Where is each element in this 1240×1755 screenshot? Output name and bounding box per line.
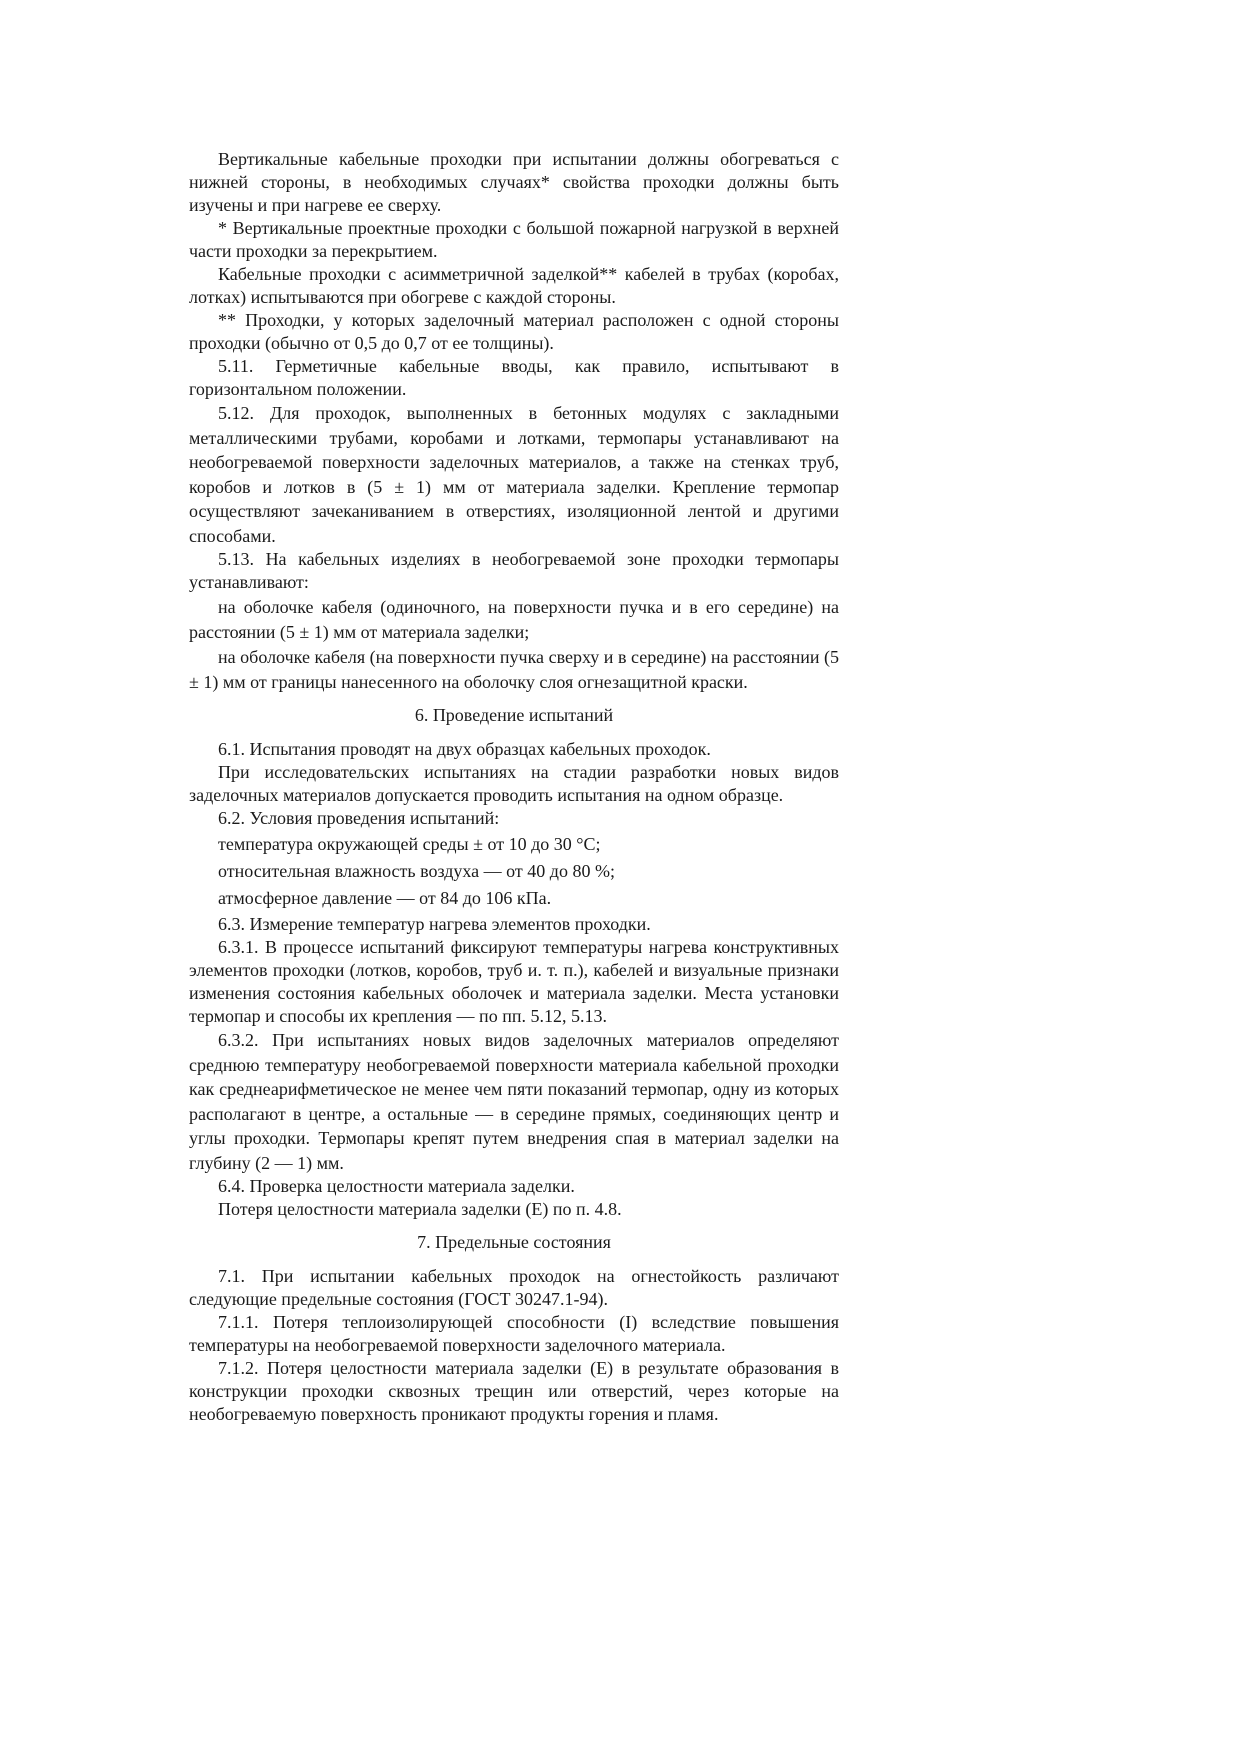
clause-5-13: 5.13. На кабельных изделиях в необогреваемой зоне проходки термопары устанавливают:	[189, 549, 839, 592]
clause-6-4: 6.4. Проверка целостности материала заделки.	[218, 1176, 575, 1196]
clause-7-1-2: 7.1.2. Потеря целостности материала заделки (Е) в результате образования в конструкции проходки сквозных трещин или отверстий, через которые на необогреваемую поверхность проникают продукты горения и пламя.	[189, 1358, 839, 1424]
section-7-heading: 7. Предельные состояния	[417, 1232, 611, 1252]
clause-6-3-1: 6.3.1. В процессе испытаний фиксируют температуры нагрева конструктивных элементов проходки (лотков, коробов, труб и. т. п.), кабелей и визуальные признаки изменения состояния кабельных оболочек и материала заделки. Места установки термопар и способы их крепления — по пп. 5.12, 5.13.	[189, 937, 839, 1026]
clause-7-1-1: 7.1.1. Потеря теплоизолирующей способности (I) вследствие повышения температуры на необогреваемой поверхности заделочного материала.	[189, 1312, 839, 1355]
paragraph-vertical-passages: Вертикальные кабельные проходки при испытании должны обогреваться с нижней стороны, в необходимых случаях* свойства проходки должны быть изучены и при нагреве ее сверху.	[189, 149, 839, 215]
clause-5-12: 5.12. Для проходок, выполненных в бетонных модулях с закладными металлическими трубами, коробами и лотками, термопары устанавливают на необогреваемой поверхности заделочных материалов, а также на стенках труб, коробов и лотков в (5 ± 1) мм от материала заделки. Крепление термопар осуществляют зачеканиванием в отверстиях, изоляционной лентой и другими способами.	[189, 403, 839, 546]
clause-6-2-humidity: относительная влажность воздуха — от 40 до 80 %;	[218, 861, 615, 881]
clause-5-13-item-b: на оболочке кабеля (на поверхности пучка сверху и в середине) на расстоянии (5 ± 1) мм от границы нанесенного на оболочку слоя огнезащитной краски.	[189, 647, 839, 692]
clause-6-3-2: 6.3.2. При испытаниях новых видов заделочных материалов определяют среднюю температуру необогреваемой поверхности материала кабельной проходки как среднеарифметическое не менее чем пяти показаний термопар, одну из которых располагают в центре, а остальные — в середине прямых, соединяющих центр и углы проходки. Термопары крепят путем внедрения спая в материал заделки на глубину (2 — 1) мм.	[189, 1030, 839, 1173]
clause-6-2-pressure: атмосферное давление — от 84 до 106 кПа.	[218, 888, 552, 908]
clause-6-1-research: При исследовательских испытаниях на стадии разработки новых видов заделочных материалов допускается проводить испытания на одном образце.	[189, 762, 839, 805]
footnote-vertical-passages: * Вертикальные проектные проходки с большой пожарной нагрузкой в верхней части проходки за перекрытием.	[189, 218, 839, 261]
clause-6-3: 6.3. Измерение температур нагрева элементов проходки.	[218, 914, 651, 934]
footnote-asymmetric-sealing: ** Проходки, у которых заделочный материал расположен с одной стороны проходки (обычно от 0,5 до 0,7 от ее толщины).	[189, 310, 839, 353]
document-page	[189, 148, 839, 1426]
clause-5-11: 5.11. Герметичные кабельные вводы, как правило, испытывают в горизонтальном положении.	[189, 356, 839, 399]
clause-6-4-loss: Потеря целостности материала заделки (Е) по п. 4.8.	[218, 1199, 622, 1219]
clause-6-1: 6.1. Испытания проводят на двух образцах кабельных проходок.	[218, 739, 711, 759]
clause-5-13-item-a: на оболочке кабеля (одиночного, на поверхности пучка и в его середине) на расстоянии (5 ± 1) мм от материала заделки;	[189, 597, 839, 642]
section-6-heading: 6. Проведение испытаний	[414, 705, 614, 725]
clause-6-2-temperature: температура окружающей среды ± от 10 до 30 °С;	[218, 834, 601, 854]
paragraph-asymmetric-sealing: Кабельные проходки с асимметричной заделкой** кабелей в трубах (коробах, лотках) испытываются при обогреве с каждой стороны.	[189, 264, 839, 307]
clause-6-2: 6.2. Условия проведения испытаний:	[218, 808, 500, 828]
clause-7-1: 7.1. При испытании кабельных проходок на огнестойкость различают следующие предельные состояния (ГОСТ 30247.1-94).	[189, 1266, 839, 1309]
